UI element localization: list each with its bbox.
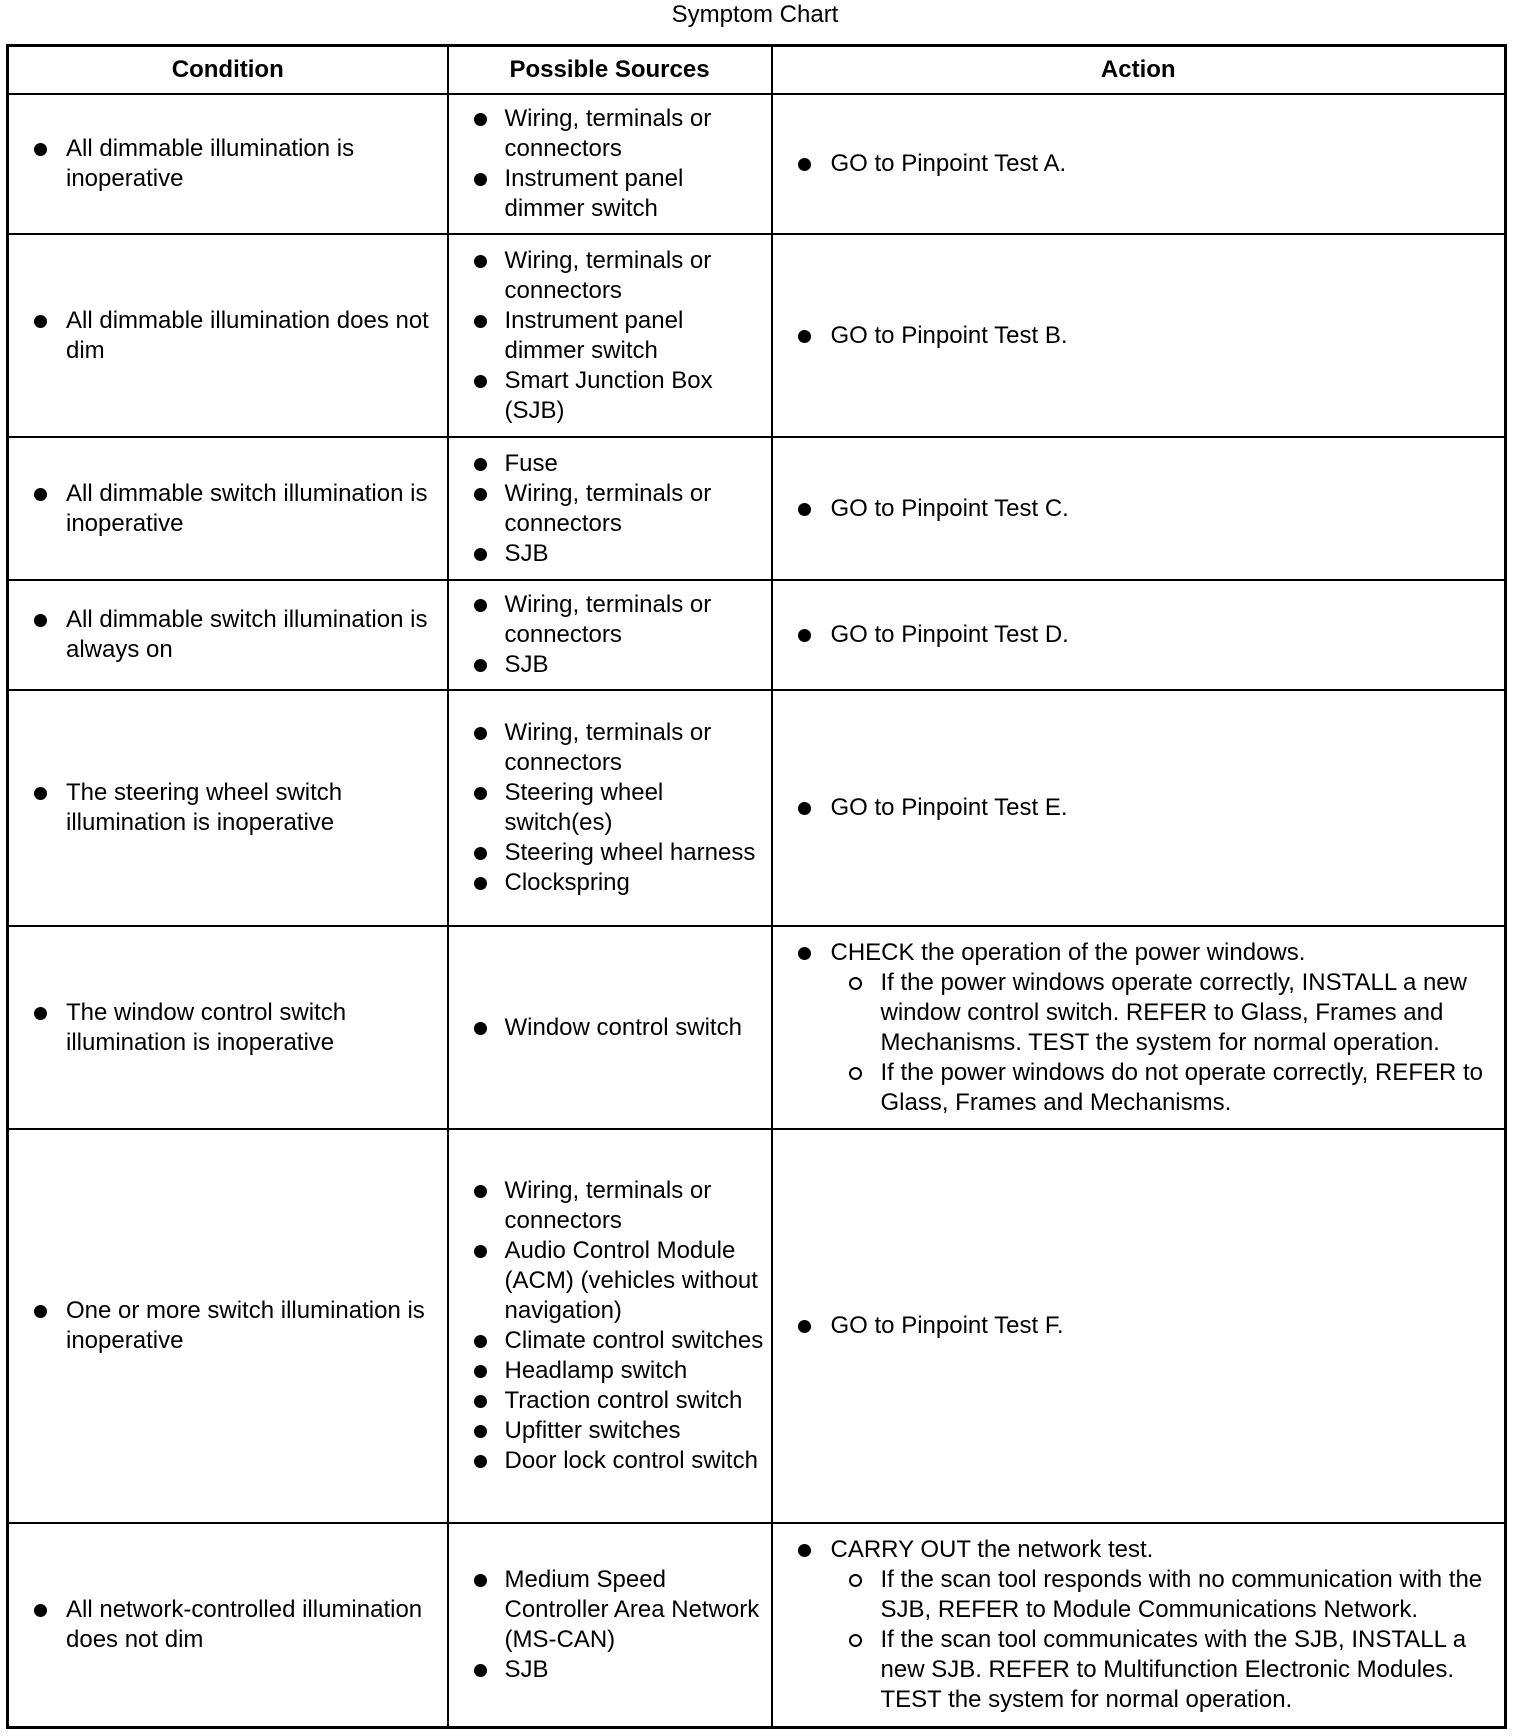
list-item [449, 1446, 771, 1476]
bullet-icon [798, 629, 811, 642]
bullet-icon [798, 503, 811, 516]
table-row [8, 234, 1506, 437]
bullet-icon [474, 548, 487, 561]
bullet-icon [474, 255, 487, 268]
sources-cell [448, 94, 772, 234]
source-text: Medium Speed Controller Area Network (MS-CAN) [504, 1565, 760, 1653]
condition-text: All network-controlled illumination does not dim [66, 1595, 423, 1653]
sub-action-text: If the scan tool responds with no communication with the SJB, REFER to Module Communications Network. [880, 1565, 1483, 1623]
source-text: Wiring, terminals or connectors [504, 105, 712, 162]
action-cell [772, 580, 1506, 690]
bullet-icon [474, 458, 487, 471]
bullet-icon [474, 1455, 487, 1468]
list-item [9, 1296, 447, 1356]
bullet-icon [798, 158, 811, 171]
condition-text: One or more switch illumination is inoperative [66, 1297, 425, 1354]
condition-cell [8, 234, 448, 437]
sub-list-item [831, 1565, 1499, 1625]
source-text: SJB [504, 1655, 549, 1683]
bullet-icon [798, 947, 811, 960]
condition-text: All dimmable illumination is inoperative [66, 135, 355, 192]
condition-text: All dimmable switch illumination is inoperative [66, 479, 428, 537]
bullet-icon [474, 173, 487, 186]
list-item [449, 246, 771, 306]
list-item [449, 1013, 771, 1043]
sources-cell [448, 1129, 772, 1523]
bullet-icon [798, 1544, 811, 1557]
action-cell [772, 1129, 1506, 1523]
source-text: Wiring, terminals or connectors [504, 591, 712, 648]
action-cell [772, 94, 1506, 234]
bullet-icon [474, 1185, 487, 1198]
list-item [773, 793, 1505, 823]
list-item [449, 164, 771, 224]
bullet-icon [474, 488, 487, 501]
bullet-icon [474, 1335, 487, 1348]
list-item [449, 539, 771, 569]
bullet-icon [798, 802, 811, 815]
table-row [8, 580, 1506, 690]
action-text: GO to Pinpoint Test B. [830, 321, 1068, 349]
condition-cell [8, 1129, 448, 1523]
bullet-icon [798, 330, 811, 343]
list-item [9, 479, 447, 539]
action-text: GO to Pinpoint Test A. [830, 150, 1067, 177]
list-item [449, 449, 771, 479]
table-row [8, 437, 1506, 580]
sub-action-text: If the power windows do not operate correctly, REFER to Glass, Frames and Mechanisms. [880, 1058, 1483, 1116]
list-item [9, 998, 447, 1058]
list-item [449, 1386, 771, 1416]
hollow-bullet-icon [849, 1634, 862, 1647]
list-item [449, 1176, 771, 1236]
bullet-icon [474, 1022, 487, 1035]
list-item [449, 306, 771, 366]
source-text: Climate control switches [504, 1327, 764, 1354]
source-text: Wiring, terminals or connectors [504, 1177, 712, 1234]
source-text: Wiring, terminals or connectors [504, 719, 712, 776]
list-item [449, 718, 771, 778]
source-text: Audio Control Module (ACM) (vehicles without navigation) [504, 1237, 758, 1324]
list-item [9, 605, 447, 665]
list-item [9, 306, 447, 366]
bullet-icon [474, 1574, 487, 1587]
bullet-icon [474, 1425, 487, 1438]
list-item [449, 650, 771, 680]
bullet-icon [34, 143, 47, 156]
bullet-icon [474, 1395, 487, 1408]
sub-list-item [831, 1058, 1499, 1118]
chart-title: Symptom Chart [671, 1, 839, 28]
source-text: SJB [504, 539, 549, 567]
list-item [449, 479, 771, 539]
action-cell [772, 926, 1506, 1129]
condition-text: The window control switch illumination is inoperative [66, 998, 347, 1056]
action-cell [772, 234, 1506, 437]
table-row [8, 1129, 1506, 1523]
source-text: Upfitter switches [504, 1417, 681, 1444]
list-item [9, 778, 447, 838]
bullet-icon [474, 847, 487, 860]
list-item [449, 590, 771, 650]
sources-cell [448, 1523, 772, 1727]
bullet-icon [474, 113, 487, 126]
bullet-icon [34, 614, 47, 627]
source-text: Traction control switch [504, 1387, 743, 1414]
list-item [773, 321, 1505, 351]
source-text: Headlamp switch [504, 1357, 688, 1384]
bullet-icon [474, 787, 487, 800]
sources-cell [448, 690, 772, 926]
source-text: Steering wheel switch(es) [504, 779, 664, 836]
bullet-icon [34, 488, 47, 501]
list-item [773, 494, 1505, 524]
header-row [8, 46, 1506, 95]
action-text: GO to Pinpoint Test C. [830, 494, 1069, 522]
sources-cell [448, 926, 772, 1129]
table-row [8, 690, 1506, 926]
list-item [9, 134, 447, 194]
list-item [449, 1416, 771, 1446]
table-row [8, 926, 1506, 1129]
source-text: Wiring, terminals or connectors [504, 479, 712, 537]
list-item [449, 366, 771, 426]
bullet-icon [474, 727, 487, 740]
action-text: CHECK the operation of the power windows. [830, 938, 1306, 966]
bullet-icon [34, 1007, 47, 1020]
list-item [449, 104, 771, 164]
list-item [773, 1311, 1505, 1341]
condition-cell [8, 926, 448, 1129]
condition-cell [8, 94, 448, 234]
bullet-icon [474, 599, 487, 612]
sub-list-item [831, 1625, 1499, 1715]
bullet-icon [34, 1604, 47, 1617]
condition-cell [8, 437, 448, 580]
list-item [773, 620, 1505, 650]
list-item [449, 1236, 771, 1326]
sub-action-text: If the scan tool communicates with the SJB, INSTALL a new SJB. REFER to Multifunction Electronic Modules. TEST the system for normal operation. [880, 1625, 1467, 1713]
table-row [8, 1523, 1506, 1727]
action-cell [772, 437, 1506, 580]
list-item [449, 778, 771, 838]
source-text: Smart Junction Box (SJB) [504, 366, 713, 424]
condition-text: All dimmable switch illumination is always on [66, 606, 428, 663]
bullet-icon [474, 1245, 487, 1258]
condition-cell [8, 1523, 448, 1727]
source-text: SJB [504, 651, 549, 678]
source-text: Fuse [504, 449, 558, 477]
condition-text: All dimmable illumination does not dim [66, 306, 429, 364]
header-possible-sources: Possible Sources [448, 46, 772, 95]
list-item [449, 1655, 771, 1685]
action-text: GO to Pinpoint Test F. [830, 1312, 1064, 1339]
source-text: Window control switch [504, 1013, 742, 1041]
bullet-icon [474, 375, 487, 388]
sources-cell [448, 580, 772, 690]
list-item [773, 1535, 1505, 1715]
sub-list-item [831, 968, 1499, 1058]
list-item [449, 1326, 771, 1356]
table-row [8, 94, 1506, 234]
sources-cell [448, 234, 772, 437]
bullet-icon [34, 787, 47, 800]
hollow-bullet-icon [849, 1574, 862, 1587]
hollow-bullet-icon [849, 977, 862, 990]
bullet-icon [34, 315, 47, 328]
bullet-icon [474, 1664, 487, 1677]
symptom-table [6, 44, 1507, 1729]
source-text: Instrument panel dimmer switch [504, 306, 684, 364]
list-item [9, 1595, 447, 1655]
bullet-icon [34, 1305, 47, 1318]
action-text: GO to Pinpoint Test E. [830, 794, 1068, 821]
sub-action-text: If the power windows operate correctly, INSTALL a new window control switch. REFER to Glass, Frames and Mechanisms. TEST the system for normal operation. [880, 968, 1467, 1056]
bullet-icon [474, 1365, 487, 1378]
action-cell [772, 690, 1506, 926]
condition-text: The steering wheel switch illumination is inoperative [66, 779, 343, 836]
source-text: Door lock control switch [504, 1447, 758, 1474]
list-item [449, 868, 771, 898]
header-condition: Condition [8, 46, 448, 95]
action-text: GO to Pinpoint Test D. [830, 621, 1069, 648]
list-item [449, 1356, 771, 1386]
sources-cell [448, 437, 772, 580]
condition-cell [8, 690, 448, 926]
condition-cell [8, 580, 448, 690]
action-cell [772, 1523, 1506, 1727]
hollow-bullet-icon [849, 1067, 862, 1080]
source-text: Wiring, terminals or connectors [504, 246, 712, 304]
header-action: Action [772, 46, 1506, 95]
list-item [773, 149, 1505, 179]
source-text: Instrument panel dimmer switch [504, 165, 684, 222]
source-text: Steering wheel harness [504, 839, 756, 866]
list-item [449, 1565, 771, 1655]
bullet-icon [474, 659, 487, 672]
source-text: Clockspring [504, 869, 630, 896]
list-item [449, 838, 771, 868]
bullet-icon [474, 877, 487, 890]
list-item [773, 938, 1505, 1118]
bullet-icon [798, 1320, 811, 1333]
action-text: CARRY OUT the network test. [830, 1535, 1154, 1563]
bullet-icon [474, 315, 487, 328]
